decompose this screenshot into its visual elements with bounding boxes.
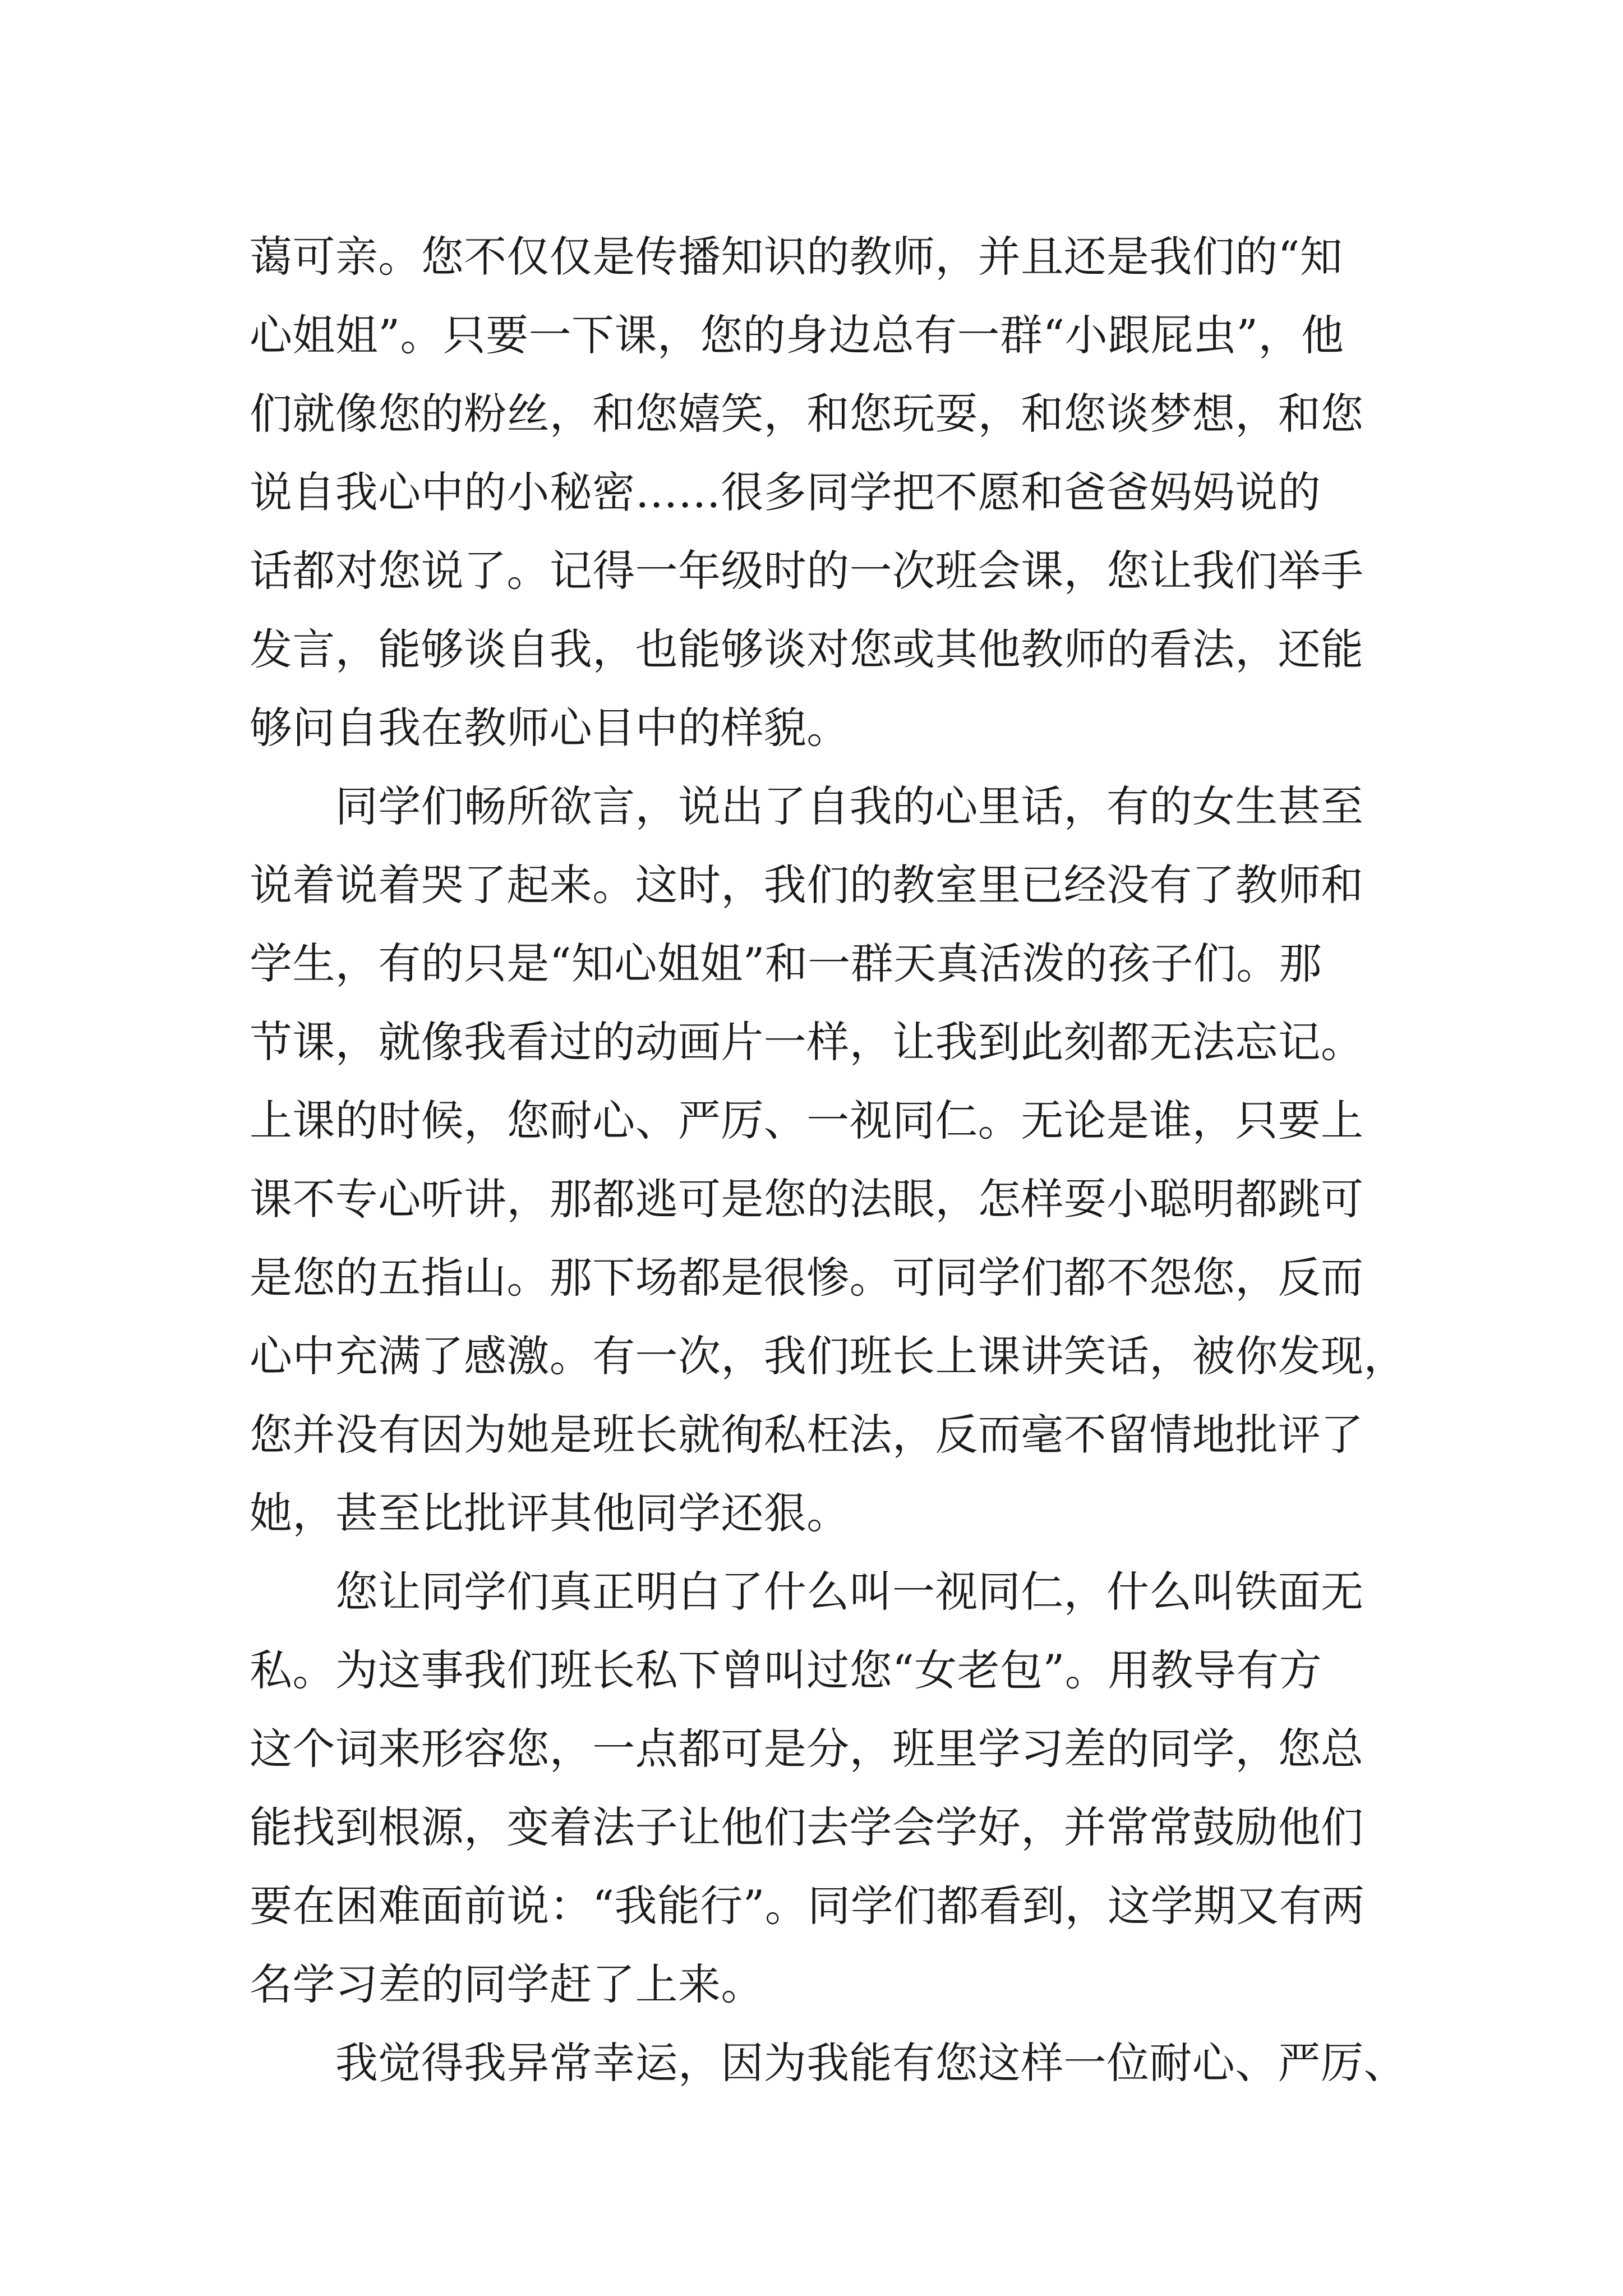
text-line: 能找到根源，变着法子让他们去学会学好，并常常鼓励他们 xyxy=(250,1802,1364,1852)
text-line: 说自我心中的小秘密……很多同学把不愿和爸爸妈妈说的 xyxy=(250,467,1321,517)
text-line: 心姐姐”。只要一下课，您的身边总有一群“小跟屁虫”，他 xyxy=(250,310,1344,360)
paragraph-1 xyxy=(250,218,1405,767)
text-line: 要在困难面前说：“我能行”。同学们都看到，这学期又有两 xyxy=(250,1881,1365,1931)
text-line: 心中充满了感激。有一次，我们班长上课讲笑话，被你发现， xyxy=(250,1331,1407,1381)
paragraph-2 xyxy=(250,767,1405,1553)
text-line: 您并没有因为她是班长就徇私枉法，反而毫不留情地批评了 xyxy=(250,1410,1364,1460)
text-line: 话都对您说了。记得一年级时的一次班会课，您让我们举手 xyxy=(250,546,1364,596)
text-line: 节课，就像我看过的动画片一样，让我到此刻都无法忘记。 xyxy=(250,1017,1364,1067)
text-line: 她，甚至比批评其他同学还狠。 xyxy=(250,1488,850,1538)
paragraph-4 xyxy=(250,2024,1405,2102)
text-line: 名学习差的同学赶了上来。 xyxy=(250,1959,764,2009)
text-line: 您让同学们真正明白了什么叫一视同仁，什么叫铁面无 xyxy=(250,1567,1364,1617)
text-line: 同学们畅所欲言，说出了自我的心里话，有的女生甚至 xyxy=(250,781,1364,831)
text-line: 这个词来形容您，一点都可是分，班里学习差的同学，您总 xyxy=(250,1724,1364,1774)
text-line: 私。为这事我们班长私下曾叫过您“女老包”。用教导有方 xyxy=(250,1645,1322,1695)
text-line: 说着说着哭了起来。这时，我们的教室里已经没有了教师和 xyxy=(250,860,1364,910)
text-line: 学生，有的只是“知心姐姐”和一群天真活泼的孩子们。那 xyxy=(250,938,1322,988)
text-line: 上课的时候，您耐心、严厉、一视同仁。无论是谁，只要上 xyxy=(250,1096,1364,1145)
text-line: 课不专心听讲，那都逃可是您的法眼，怎样耍小聪明都跳可 xyxy=(250,1174,1364,1224)
text-line: 是您的五指山。那下场都是很惨。可同学们都不怨您，反而 xyxy=(250,1253,1364,1303)
text-line: 蔼可亲。您不仅仅是传播知识的教师，并且还是我们的“知 xyxy=(250,232,1343,282)
paragraph-3 xyxy=(250,1553,1405,2024)
text-line: 够问自我在教师心目中的样貌。 xyxy=(250,703,850,753)
text-line: 们就像您的粉丝，和您嬉笑，和您玩耍，和您谈梦想，和您 xyxy=(250,389,1364,439)
text-line: 发言，能够谈自我，也能够谈对您或其他教师的看法，还能 xyxy=(250,624,1364,674)
body-text xyxy=(250,218,1405,2102)
text-line: 我觉得我异常幸运，因为我能有您这样一位耐心、严厉、 xyxy=(250,2038,1407,2088)
